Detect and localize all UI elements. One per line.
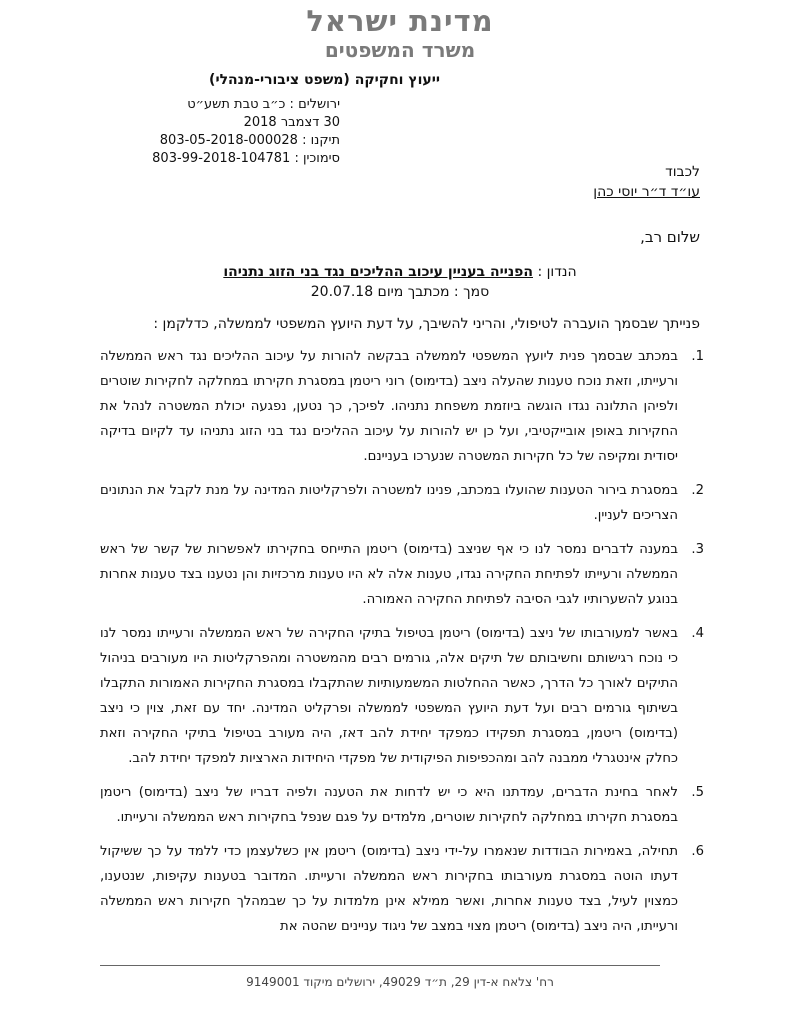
paragraph-number: 4. <box>691 626 704 641</box>
file-number-row <box>100 132 340 150</box>
footer-divider <box>100 965 660 966</box>
paragraph-item <box>100 537 704 612</box>
paragraph-item <box>100 478 704 528</box>
letter-date-hebrew: ירושלים : כ״ב טבת תשע״ט <box>187 97 340 112</box>
paragraph-number: 2. <box>691 483 704 498</box>
state-title: מדינת ישראל <box>306 4 494 38</box>
reference-number: 803-99-2018-104781 <box>152 151 291 166</box>
paragraph-number: 3. <box>691 542 704 557</box>
paragraph-number: 6. <box>691 844 704 859</box>
paragraph-item <box>100 780 704 830</box>
reference-number-row <box>100 150 340 168</box>
subject-label: הנדון : <box>537 264 577 280</box>
greeting: שלום רב, <box>640 228 700 246</box>
recipient-salutation: לכבוד <box>665 164 700 180</box>
paragraph-number: 1. <box>691 349 704 364</box>
footer-address: רח' צלאח א-דין 29, ת״ד 49029, ירושלים מיקוד 9149001 <box>246 975 554 989</box>
department-name: ייעוץ וחקיקה (משפט ציבורי-מנהלי) <box>209 72 440 88</box>
subject-line <box>100 262 700 282</box>
letter-date-gregorian: 30 דצמבר 2018 <box>243 115 340 130</box>
paragraph-item <box>100 839 704 939</box>
paragraph-text: במענה לדברים נמסר לנו כי אף שניצב (בדימוס) ריטמן התייחס בחקירתו לאפשרות של קשר של ראש הממשלה ורעייתו לפתיחת החקירה נגדו, טענות אלה לא היו טענות מרכזיות והן נטענו בצד טענות אחרות בנוגע להשערותיו לגבי הסיבה לפתיחת החקירה האמורה. <box>100 542 678 607</box>
paragraph-text: במסגרת בירור הטענות שהועלו במכתב, פנינו למשטרה ולפרקליטות המדינה על מנת לקבל את הנתונים הצריכים לעניין. <box>100 483 678 523</box>
numbered-paragraphs <box>100 344 704 948</box>
subject-reference: סמך : מכתבך מיום 20.07.18 <box>310 284 490 300</box>
recipient-name: עו״ד ד״ר יוסי כהן <box>593 184 700 200</box>
paragraph-item <box>100 344 704 469</box>
reference-number-label: סימוכין : <box>294 151 340 166</box>
paragraph-text: תחילה, באמירות הבודדות שנאמרו על-ידי ניצב (בדימוס) ריטמן אין כשלעצמן כדי ללמד על כך ששיקול דעתו הוטה במסגרת מעורבותו בחקירות ראש הממשלה ורעייתו. המדובר בטענות עקיפות, שנטענו, כמצוין לעיל, בצד טענות אחרות, ואשר ממילא אינן מלמדות על כך שבמהלך חקירות ראש הממשלה ורעייתו, היה ניצב (בדימוס) ריטמן מצוי במצב של ניגוד עניינים שהטה את <box>100 844 678 934</box>
paragraph-item <box>100 621 704 771</box>
paragraph-number: 5. <box>691 785 704 800</box>
paragraph-text: באשר למעורבותו של ניצב (בדימוס) ריטמן בטיפול בתיקי החקירה של ראש הממשלה ורעייתו נמסר לנו כי נוכח רגישותם וחשיבותם של תיקים אלה, גורמים רבים מהמשטרה ומהפרקליטות היו מעורבים בניהול התיקים לאורך כל הדרך, כאשר ההחלטות המשמעותיות שהתקבלו במסגרת החקירות האמורות התקבלו בשיתוף גורמים רבים ועל דעת היועץ המשפטי לממשלה ופרקליט המדינה. יחד עם זאת, צוין כי ניצב (בדימוס) ריטמן, במסגרת תפקידו כמפקד יחידת להב דאז, היה מעורב בטיפול בתיקי החקירה וזאת כחלק אינטגרלי ממבנה להב ומהכפיפות הפיקודית של מפקדי היחידות הארציות למפקד יחידת להב. <box>100 626 678 766</box>
intro-paragraph: פנייתך שבסמך הועברה לטיפולי, והריני להשיבך, על דעת היועץ המשפטי לממשלה, כדלקמן : <box>153 316 700 332</box>
subject-block <box>100 262 700 302</box>
ministry-title: משרד המשפטים <box>324 38 476 62</box>
subject-text: הפנייה בעניין עיכוב ההליכים נגד בני הזוג נתניהו <box>223 264 533 280</box>
file-number: 803-05-2018-000028 <box>159 133 298 148</box>
file-number-label: תיקנו : <box>302 133 340 148</box>
paragraph-text: במכתב שבסמך פנית ליועץ המשפטי לממשלה בבקשה להורות על עיכוב ההליכים נגד ראש הממשלה ורעייתו, וזאת נוכח טענות שהעלה ניצב (בדימוס) רוני ריטמן במסגרת חקירתו במחלקה לחקירות שוטרים ולפיהן התלונה נגדו הוגשה ביוזמת משפחת נתניהו. לפיכך, כך נטען, נפגעה יכולת המשטרה לנהל את החקירות באופן אובייקטיבי, ועל כן יש להורות על עיכוב ההליכים נגד בני הזוג נתניהו עד לקיום בדיקה יסודית ומקיפה של כל חקירות המשטרה שנערכו בעניינם. <box>100 349 678 464</box>
paragraph-text: לאחר בחינת הדברים, עמדתנו היא כי יש לדחות את הטענה ולפיה דבריו של ניצב (בדימוס) ריטמן במסגרת חקירתו במחלקה לחקירות שוטרים, מלמדים על פגם שנפל בחקירות ראש הממשלה ורעייתו. <box>100 785 678 825</box>
